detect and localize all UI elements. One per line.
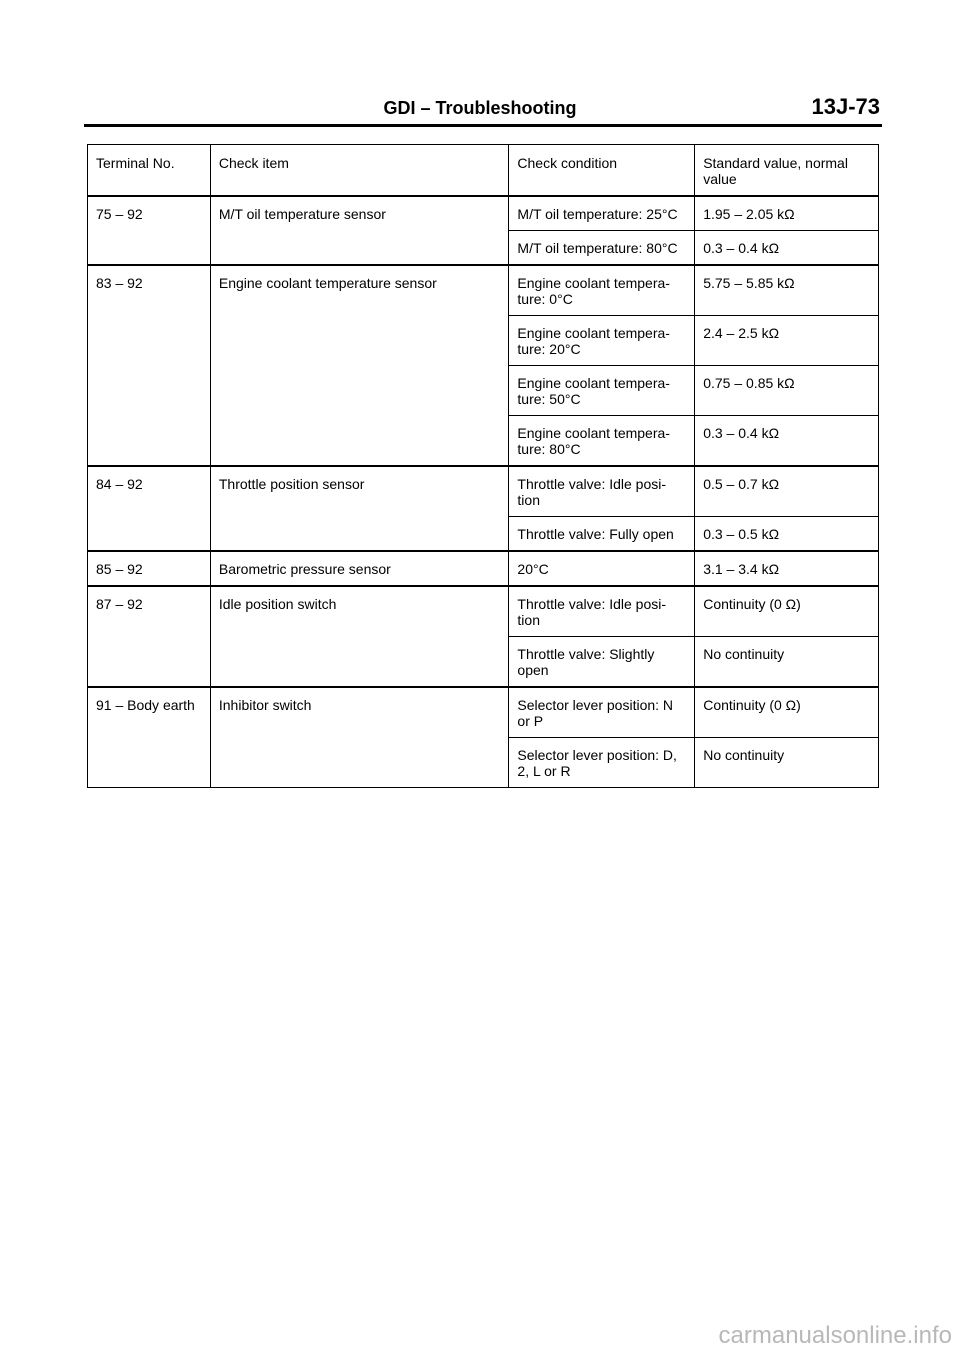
check-condition-cell: Engine coolant tempera- ture: 20°C [509, 316, 695, 366]
table-row [88, 196, 879, 231]
column-header-terminal: Terminal No. [88, 145, 211, 197]
table-header-row [88, 145, 879, 197]
table-body [88, 145, 879, 788]
check-item-cell: Idle position switch [210, 586, 509, 687]
check-condition-cell: Throttle valve: Slightly open [509, 637, 695, 688]
standard-value-cell: 0.3 – 0.4 kΩ [695, 416, 879, 467]
check-item-cell: Throttle position sensor [210, 466, 509, 551]
terminal-cell: 91 – Body earth [88, 687, 211, 788]
terminal-cell: 75 – 92 [88, 196, 211, 265]
terminal-cell: 83 – 92 [88, 265, 211, 466]
check-condition-cell: M/T oil temperature: 80°C [509, 231, 695, 266]
table-row [88, 687, 879, 738]
check-condition-cell: 20°C [509, 551, 695, 586]
table-row [88, 466, 879, 517]
standard-value-cell: Continuity (0 Ω) [695, 687, 879, 738]
watermark: carmanualsonline.info [718, 1322, 952, 1349]
standard-value-cell: 0.3 – 0.5 kΩ [695, 517, 879, 552]
standard-value-cell: 2.4 – 2.5 kΩ [695, 316, 879, 366]
standard-value-cell: 5.75 – 5.85 kΩ [695, 265, 879, 316]
column-header-check-condition: Check condition [509, 145, 695, 197]
table-row [88, 265, 879, 316]
column-header-check-item: Check item [210, 145, 509, 197]
page-title: GDI – Troubleshooting [383, 98, 577, 118]
standard-value-cell: No continuity [695, 637, 879, 688]
check-condition-cell: Selector lever position: D, 2, L or R [509, 738, 695, 788]
check-condition-cell: Throttle valve: Idle posi- tion [509, 586, 695, 637]
check-condition-cell: M/T oil temperature: 25°C [509, 196, 695, 231]
standard-value-cell: 0.5 – 0.7 kΩ [695, 466, 879, 517]
check-item-cell: Inhibitor switch [210, 687, 509, 788]
standard-value-cell: 0.75 – 0.85 kΩ [695, 366, 879, 416]
check-condition-cell: Selector lever position: N or P [509, 687, 695, 738]
header-rule [84, 124, 882, 127]
page-number: 13J-73 [811, 94, 880, 119]
check-condition-cell: Engine coolant tempera- ture: 80°C [509, 416, 695, 467]
check-item-cell: M/T oil temperature sensor [210, 196, 509, 265]
standard-value-cell: 0.3 – 0.4 kΩ [695, 231, 879, 266]
standard-value-cell: No continuity [695, 738, 879, 788]
terminal-cell: 87 – 92 [88, 586, 211, 687]
table-row [88, 586, 879, 637]
check-item-cell: Engine coolant temperature sensor [210, 265, 509, 466]
terminal-cell: 85 – 92 [88, 551, 211, 586]
standard-value-cell: Continuity (0 Ω) [695, 586, 879, 637]
table-row [88, 551, 879, 586]
specification-table [87, 144, 879, 788]
check-condition-cell: Engine coolant tempera- ture: 0°C [509, 265, 695, 316]
column-header-standard-value: Standard value, normal value [695, 145, 879, 197]
standard-value-cell: 1.95 – 2.05 kΩ [695, 196, 879, 231]
standard-value-cell: 3.1 – 3.4 kΩ [695, 551, 879, 586]
check-condition-cell: Engine coolant tempera- ture: 50°C [509, 366, 695, 416]
check-item-cell: Barometric pressure sensor [210, 551, 509, 586]
check-condition-cell: Throttle valve: Fully open [509, 517, 695, 552]
terminal-cell: 84 – 92 [88, 466, 211, 551]
check-condition-cell: Throttle valve: Idle posi- tion [509, 466, 695, 517]
